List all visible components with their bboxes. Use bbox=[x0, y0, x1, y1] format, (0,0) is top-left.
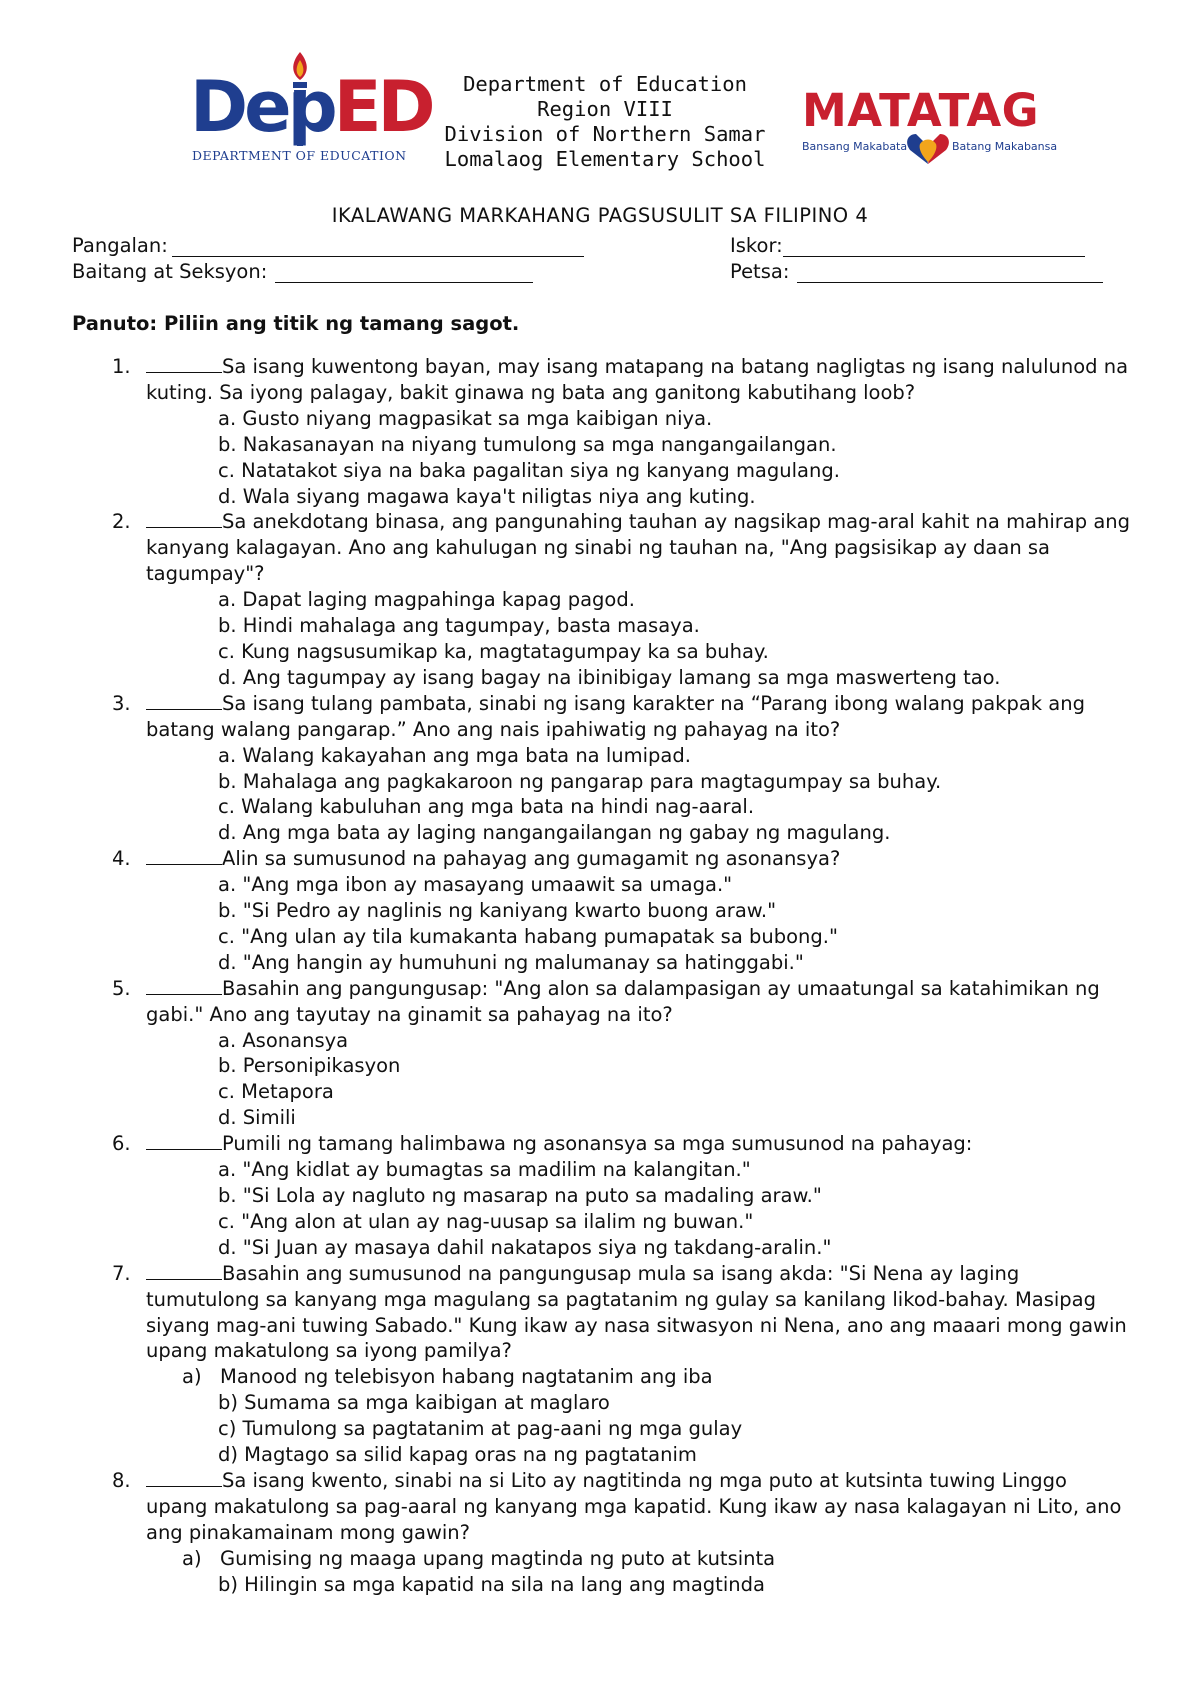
answer-blank[interactable] bbox=[146, 1468, 222, 1487]
answer-blank[interactable] bbox=[146, 976, 222, 995]
choice-item: d. Ang mga bata ay laging nangangailangan ng gabay ng magulang. bbox=[218, 821, 891, 845]
question-2 bbox=[72, 509, 1132, 690]
choice-item: d) Magtago sa silid kapag oras na ng pagtatanim bbox=[218, 1443, 697, 1467]
matatag-logo bbox=[802, 84, 1058, 168]
question-list bbox=[72, 354, 1132, 1598]
choice-item: a. "Ang kidlat ay bumagtas sa madilim na kalangitan." bbox=[218, 1158, 751, 1182]
choice-item: c. Metapora bbox=[218, 1080, 334, 1104]
section-field bbox=[72, 260, 533, 283]
question-number: 6. bbox=[112, 1132, 131, 1156]
choice-text: Gumising ng maaga upang magtinda ng puto at kutsinta bbox=[220, 1546, 776, 1570]
date-label: Petsa: bbox=[730, 260, 790, 283]
choice-item: a. Gusto niyang magpasikat sa mga kaibigan niya. bbox=[218, 406, 713, 430]
answer-blank[interactable] bbox=[146, 1131, 222, 1150]
choice-item: d. "Ang hangin ay humuhuni ng malumanay sa hatinggabi." bbox=[218, 950, 804, 974]
question-text: Sa isang kuwentong bayan, may isang matapang na batang nagligtas ng isang nalulunod na kuting. Sa iyong palagay, bakit ginawa ng bata ang ganitong kabutihang loob? bbox=[146, 355, 1129, 404]
question-text: Sa isang tulang pambata, sinabi ng isang karakter na “Parang ibong walang pakpak ang batang walang pangarap.” Ano ang nais ipahiwatig ng pahayag na ito? bbox=[146, 691, 1085, 741]
choice-item: b) Sumama sa mga kaibigan at maglaro bbox=[218, 1391, 610, 1415]
choice-list bbox=[146, 406, 1132, 510]
choice-item: d. Wala siyang magawa kaya't niligtas niya ang kuting. bbox=[218, 484, 756, 508]
score-field bbox=[730, 234, 1085, 257]
question-text: Sa anekdotang binasa, ang pangunahing tauhan ay nagsikap mag-aral kahit na mahirap ang kanyang kalagayan. Ano ang kahulugan ng sinabi ng tauhan na, "Ang pagsisikap ay daan sa tagumpay"? bbox=[146, 510, 1131, 586]
choice-item: c. Kung nagsusumikap ka, magtatagumpay ka sa buhay. bbox=[218, 639, 769, 663]
question-number: 7. bbox=[112, 1261, 131, 1285]
exam-title: IKALAWANG MARKAHANG PAGSUSULIT SA FILIPINO 4 bbox=[331, 204, 869, 227]
date-blank[interactable] bbox=[797, 264, 1103, 283]
choice-item: d. Ang tagumpay ay isang bagay na ibinibigay lamang sa mga maswerteng tao. bbox=[218, 665, 1001, 689]
question-number: 5. bbox=[112, 976, 131, 1000]
choice-list bbox=[146, 872, 1132, 976]
question-number: 2. bbox=[112, 510, 131, 534]
name-blank[interactable] bbox=[172, 238, 584, 257]
choice-list bbox=[146, 1546, 1132, 1598]
address-line: Department of Education bbox=[463, 72, 747, 96]
deped-word-left: Dep bbox=[190, 66, 334, 148]
section-blank[interactable] bbox=[275, 264, 533, 283]
choice-item: b. Hindi mahalaga ang tagumpay, basta masaya. bbox=[218, 614, 700, 638]
answer-blank[interactable] bbox=[146, 509, 222, 528]
choice-item bbox=[146, 1364, 1132, 1390]
choice-item: d. Simili bbox=[218, 1106, 296, 1130]
letterhead bbox=[0, 0, 1200, 190]
question-number: 1. bbox=[112, 355, 131, 378]
question-3 bbox=[72, 691, 1132, 846]
matatag-tagline-left: Bansang Makabata bbox=[802, 140, 908, 153]
choice-item: b. Personipikasyon bbox=[218, 1054, 401, 1078]
question-4 bbox=[72, 846, 1132, 976]
deped-logo bbox=[190, 50, 432, 168]
choice-item: b. Mahalaga ang pagkakaroon ng pangarap para magtagumpay sa buhay. bbox=[218, 769, 942, 793]
question-8 bbox=[72, 1468, 1132, 1598]
choice-item: a. Asonansya bbox=[218, 1028, 349, 1052]
choice-item: b. "Si Lola ay nagluto ng masarap na puto sa madaling araw." bbox=[218, 1184, 822, 1207]
choice-item: a. Walang kakayahan ang mga bata na lumipad. bbox=[218, 743, 691, 767]
choice-item: a. "Ang mga ibon ay masayang umaawit sa umaga." bbox=[218, 873, 733, 897]
choice-letter: a) bbox=[182, 1365, 202, 1389]
choice-item: b. Nakasanayan na niyang tumulong sa mga nangangailangan. bbox=[218, 432, 837, 456]
choice-item: c. Walang kabuluhan ang mga bata na hindi nag-aaral. bbox=[218, 795, 755, 819]
choice-item: b. "Si Pedro ay naglinis ng kaniyang kwarto buong araw." bbox=[218, 899, 777, 923]
question-text: Basahin ang sumusunod na pangungusap mula sa isang akda: "Si Nena ay laging tumutulong sa kanyang mga magulang sa pagtatanim ng gulay sa kanilang likod-bahay. Masipag siyang mag-ani tuwing Sabado." Kung ikaw ay nasa sitwasyon ni Nena, ano ang maaari mong gawin upang makatulong sa iyong pamilya? bbox=[146, 1261, 1127, 1363]
address-line: Region VIII bbox=[537, 97, 673, 121]
deped-word-right: ED bbox=[333, 66, 432, 148]
question-7 bbox=[72, 1261, 1132, 1468]
question-text: Pumili ng tamang halimbawa ng asonansya sa mga sumusunod na pahayag: bbox=[222, 1132, 973, 1156]
choice-item: c. "Ang ulan ay tila kumakanta habang pumapatak sa bubong." bbox=[218, 924, 838, 948]
choice-item: c) Tumulong sa pagtatanim at pag-aani ng mga gulay bbox=[218, 1417, 743, 1441]
choice-list bbox=[146, 1364, 1132, 1468]
question-6 bbox=[72, 1131, 1132, 1261]
choice-list bbox=[146, 1157, 1132, 1261]
question-5 bbox=[72, 976, 1132, 1131]
choice-text: Manood ng telebisyon habang nagtatanim ang iba bbox=[220, 1365, 713, 1389]
question-text: Basahin ang pangungusap: "Ang alon sa dalampasigan ay umaatungal sa katahimikan ng gabi." Ano ang tayutay na ginamit sa pahayag na ito? bbox=[146, 976, 1100, 1026]
answer-blank[interactable] bbox=[146, 691, 222, 710]
school-address bbox=[400, 72, 810, 172]
choice-list bbox=[146, 743, 1132, 847]
question-number: 3. bbox=[112, 691, 131, 715]
choice-item: a. Dapat laging magpahinga kapag pagod. bbox=[218, 588, 635, 612]
question-number: 4. bbox=[112, 847, 131, 871]
question-text: Sa isang kwento, sinabi na si Lito ay nagtitinda ng mga puto at kutsinta tuwing Linggo upang makatulong sa pag-aaral ng kanyang mga kapatid. Kung ikaw ay nasa kalagayan ni Lito, ano ang pinakamainam mong gawin? bbox=[146, 1468, 1122, 1544]
deped-subtitle: DEPARTMENT OF EDUCATION bbox=[192, 148, 407, 163]
answer-blank[interactable] bbox=[146, 846, 222, 865]
choice-item bbox=[146, 1546, 1132, 1572]
section-label: Baitang at Seksyon: bbox=[72, 260, 268, 283]
name-field bbox=[72, 234, 584, 257]
answer-blank[interactable] bbox=[146, 1261, 222, 1280]
choice-item: c. "Ang alon at ulan ay nag-uusap sa ilalim ng buwan." bbox=[218, 1209, 754, 1233]
instruction: Panuto: Piliin ang titik ng tamang sagot. bbox=[72, 312, 520, 335]
score-label: Iskor: bbox=[730, 234, 783, 257]
choice-list bbox=[146, 1028, 1132, 1132]
date-field bbox=[730, 260, 1103, 283]
hands-heart-icon bbox=[902, 128, 954, 166]
choice-item: c. Natatakot siya na baka pagalitan siya ng kanyang magulang. bbox=[218, 458, 840, 482]
matatag-wordmark: MATATAG bbox=[802, 84, 1040, 137]
choice-item: d. "Si Juan ay masaya dahil nakatapos siya ng takdang-aralin." bbox=[218, 1235, 832, 1259]
choice-item: b) Hilingin sa mga kapatid na sila na lang ang magtinda bbox=[218, 1572, 765, 1596]
address-line: Division of Northern Samar bbox=[444, 122, 766, 146]
deped-wordmark bbox=[190, 66, 432, 148]
score-blank[interactable] bbox=[783, 238, 1085, 257]
matatag-tagline-right: Batang Makabansa bbox=[952, 140, 1058, 153]
choice-letter: a) bbox=[182, 1546, 202, 1570]
question-number: 8. bbox=[112, 1468, 131, 1492]
question-1 bbox=[72, 354, 1132, 509]
name-label: Pangalan: bbox=[72, 234, 168, 257]
question-text: Alin sa sumusunod na pahayag ang gumagamit ng asonansya? bbox=[222, 847, 841, 871]
answer-blank[interactable] bbox=[146, 354, 222, 373]
address-line: Lomalaog Elementary School bbox=[444, 147, 766, 171]
choice-list bbox=[146, 587, 1132, 691]
